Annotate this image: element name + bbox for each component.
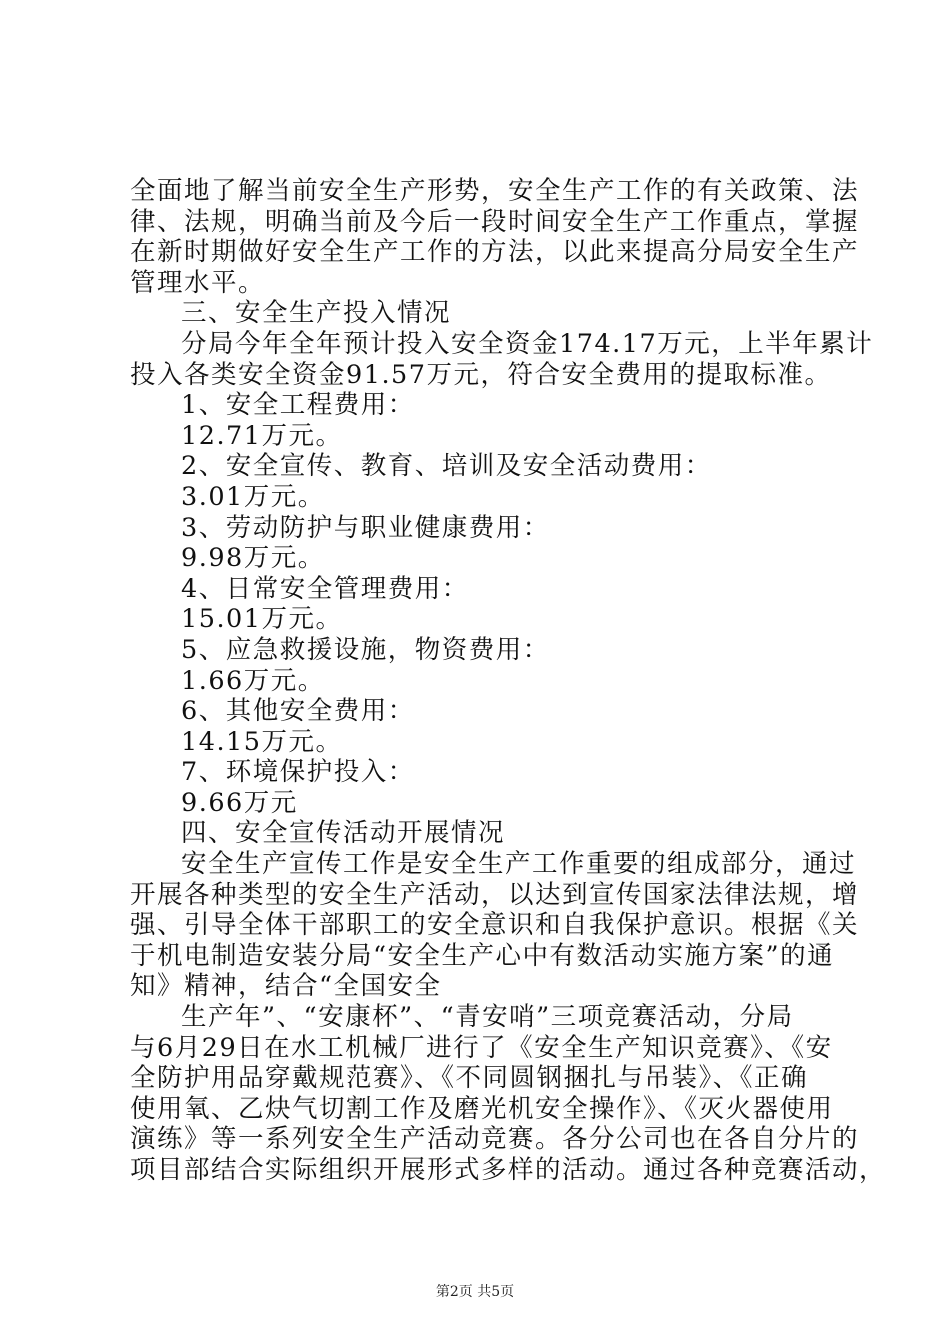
text-line: 投入各类安全资金91.57万元，符合安全费用的提取标准。 — [130, 359, 832, 390]
text-line: 15.01万元。 — [181, 604, 343, 635]
text-line: 在新时期做好安全生产工作的方法，以此来提高分局安全生产 — [130, 237, 860, 268]
text-line: 9.66万元 — [181, 787, 298, 818]
text-line: 5、应急救援设施，物资费用： — [181, 634, 550, 665]
text-line: 全面地了解当前安全生产形势，安全生产工作的有关政策、法 — [130, 176, 860, 206]
text-line: 分局今年全年预计投入安全资金174.17万元，上半年累计 — [181, 328, 874, 359]
text-line: 1、安全工程费用： — [181, 390, 415, 421]
text-line: 管理水平。 — [130, 267, 266, 298]
text-line: 12.71万元。 — [181, 420, 343, 451]
text-line: 使用氧、乙炔气切割工作及磨光机安全操作》、《灭火器使用 — [130, 1093, 834, 1124]
text-line: 项目部结合实际组织开展形式多样的活动。通过各种竞赛活动， — [130, 1155, 887, 1185]
text-line: 于机电制造安装分局“安全生产心中有数活动实施方案”的通 — [130, 940, 835, 971]
text-line: 3.01万元。 — [181, 481, 325, 512]
text-line: 6、其他安全费用： — [181, 696, 415, 727]
text-line: 四、安全宣传活动开展情况 — [181, 818, 506, 849]
page-footer: 第2页 共5页 — [435, 1284, 515, 1300]
text-line: 生产年”、“安康杯”、“青安哨”三项竞赛活动，分局 — [181, 1002, 794, 1033]
text-line: 演练》等一系列安全生产活动竞赛。各分公司也在各自分片的 — [130, 1124, 860, 1155]
document-body — [130, 176, 887, 1186]
text-line: 全防护用品穿戴规范赛》、《不同圆钢捆扎与吊装》、《正确 — [130, 1063, 809, 1094]
text-line: 知》精神，结合“全国安全 — [130, 971, 442, 1002]
text-line: 7、环境保护投入： — [181, 757, 415, 788]
text-line: 14.15万元。 — [181, 726, 343, 757]
text-line: 2、安全宣传、教育、培训及安全活动费用： — [181, 451, 712, 482]
text-line: 1.66万元。 — [181, 665, 325, 696]
text-line: 强、引导全体干部职工的安全意识和自我保护意识。根据《关 — [130, 910, 860, 941]
text-line: 开展各种类型的安全生产活动，以达到宣传国家法律法规，增 — [130, 879, 860, 910]
text-line: 三、安全生产投入情况 — [181, 298, 452, 329]
text-line: 9.98万元。 — [181, 543, 325, 574]
text-line: 3、劳动防护与职业健康费用： — [181, 512, 550, 543]
text-line: 4、日常安全管理费用： — [181, 573, 469, 604]
text-line: 安全生产宣传工作是安全生产工作重要的组成部分，通过 — [181, 849, 857, 880]
text-line: 与6月29日在水工机械厂进行了《安全生产知识竞赛》、《安 — [130, 1032, 833, 1063]
text-line: 律、法规，明确当前及今后一段时间安全生产工作重点，掌握 — [130, 206, 860, 237]
